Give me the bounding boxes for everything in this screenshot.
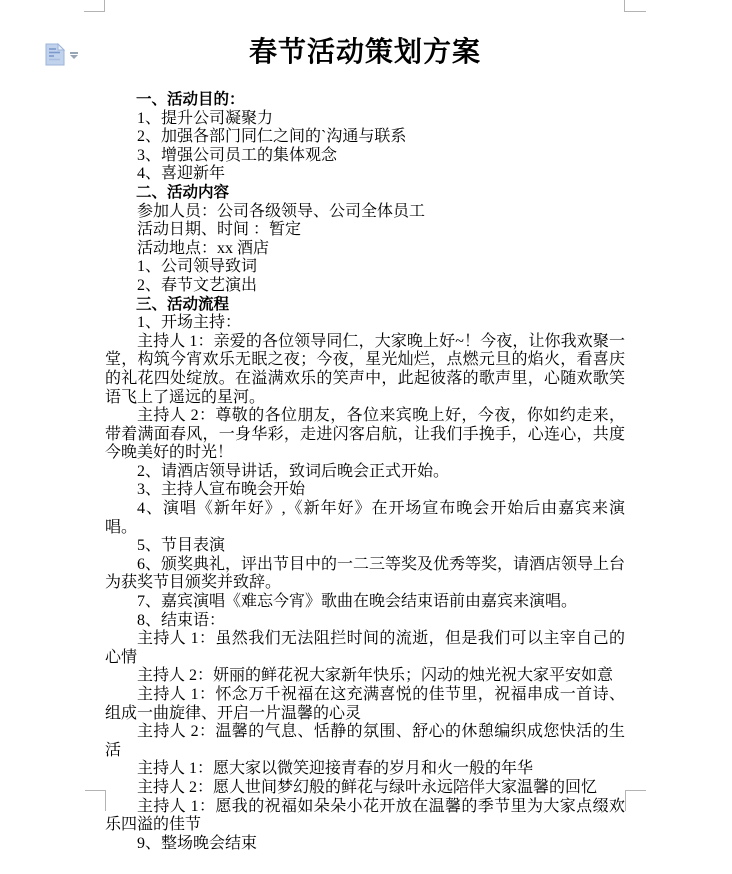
paragraph: 主持人 2：温馨的气息、恬静的氛围、舒心的休憩编织成您快活的生活 — [105, 723, 625, 759]
paragraph: 主持人 1：虽然我们无法阻拦时间的流逝，但是我们可以主宰自己的心情 — [105, 630, 625, 666]
paragraph: 5、节目表演 — [137, 537, 226, 555]
crop-mark-bottom-left — [85, 790, 106, 811]
section-heading: 二、活动内容 — [136, 183, 230, 201]
paragraph: 活动地点：xx 酒店 — [137, 239, 270, 257]
paragraph: 主持人 2：尊敬的各位朋友，各位来宾晚上好，今夜，你如约走来，带着满面春风，一身华彩，走进闪客启航，让我们手挽手，心连心，共度今晚美好的时光！ — [105, 407, 625, 462]
paragraph: 2、春节文艺演出 — [137, 276, 258, 294]
paragraph: 8、结束语： — [137, 611, 226, 629]
paragraph: 3、主持人宣布晚会开始 — [137, 481, 306, 499]
paragraph: 4、演唱《新年好》,《新年好》在开场宣布晚会开始后由嘉宾来演唱。 — [105, 500, 625, 536]
chevron-down-icon — [70, 52, 78, 59]
paragraph: 主持人 1：亲爱的各位领导同仁，大家晚上好~！今夜，让你我欢聚一堂，构筑今宵欢乐无眠之夜；今夜，星光灿烂，点燃元旦的焰火，看喜庆的礼花四处绽放。在溢满欢乐的笑声中，此起彼落的歌声里，心随欢歌笑语飞上了遥远的星河。 — [105, 332, 625, 406]
crop-mark-top-right — [624, 0, 646, 12]
paragraph: 1、公司领导致词 — [137, 258, 258, 276]
crop-mark-bottom-right — [625, 790, 646, 811]
paragraph: 7、嘉宾演唱《难忘今宵》歌曲在晚会结束语前由嘉宾来演唱。 — [137, 593, 578, 611]
paragraph: 主持人 1：怀念万千祝福在这充满喜悦的佳节里，祝福串成一首诗、组成一曲旋律、开启一片温馨的心灵 — [105, 686, 625, 722]
paragraph: 1、提升公司凝聚力 — [137, 109, 274, 127]
paragraph: 1、开场主持： — [137, 314, 242, 332]
paragraph: 主持人 2：妍丽的鲜花祝大家新年快乐；闪动的烛光祝大家平安如意 — [137, 667, 614, 685]
paragraph: 2、加强各部门同仁之间的`沟通与联系 — [137, 128, 407, 146]
paragraph: 参加人员：公司各级领导、公司全体员工 — [137, 202, 426, 220]
paragraph: 6、颁奖典礼，评出节目中的一二三等奖及优秀等奖，请酒店领导上台为获奖节目颁奖并致辞。 — [105, 555, 626, 592]
paragraph: 主持人 1：愿大家以微笑迎接青春的岁月和火一般的年华 — [137, 760, 534, 778]
paragraph: 9、整场晚会结束 — [137, 834, 258, 852]
paragraph: 4、喜迎新年 — [137, 165, 226, 183]
section-heading: 一、活动目的： — [136, 91, 245, 108]
paragraph: 主持人 1：愿我的祝福如朵朵小花开放在温馨的季节里为大家点缀欢乐四溢的佳节 — [105, 797, 625, 834]
paste-options-button[interactable] — [45, 43, 78, 66]
paragraph: 活动日期、时间 ：暂定 — [137, 221, 302, 239]
paragraph: 主持人 2：愿人世间梦幻般的鲜花与绿叶永远陪伴大家温馨的回忆 — [137, 778, 598, 796]
paragraph: 3、增强公司员工的集体观念 — [137, 146, 338, 164]
document-title: 春节活动策划方案 — [248, 37, 481, 68]
paste-options-icon — [45, 43, 65, 66]
document-body — [105, 91, 625, 853]
crop-mark-top-left — [84, 0, 105, 12]
section-heading: 三、活动流程 — [136, 295, 230, 313]
paragraph: 2、请酒店领导讲话，致词后晚会正式开始。 — [137, 462, 450, 480]
